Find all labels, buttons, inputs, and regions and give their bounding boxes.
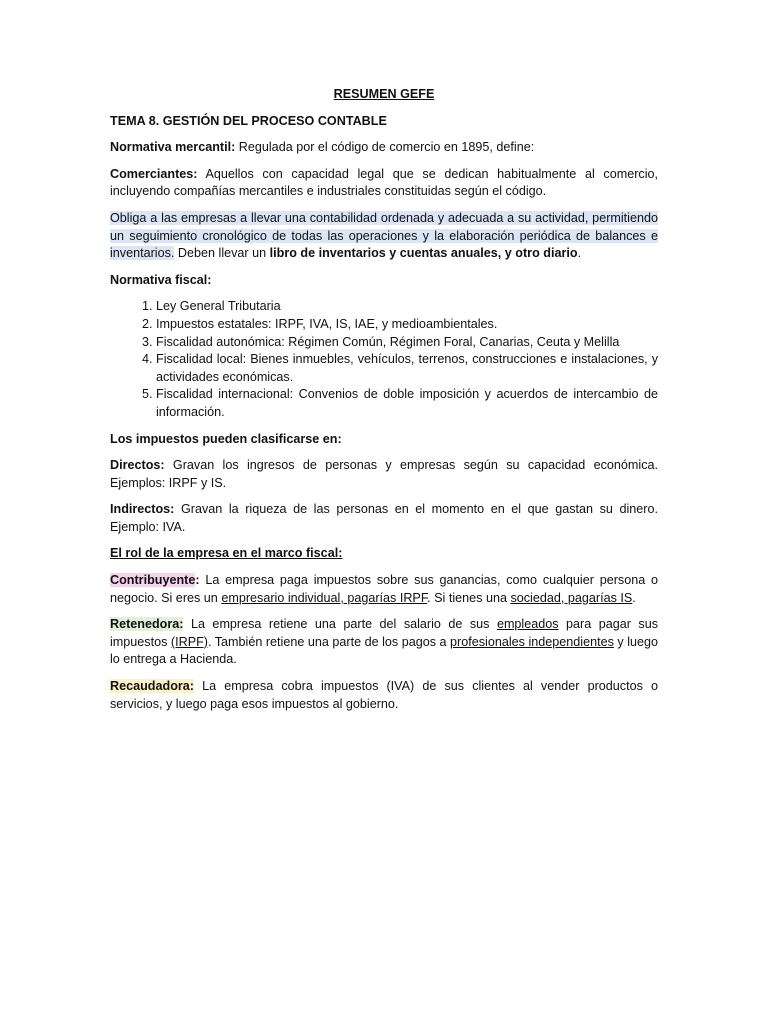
contribuyente-underline-1: empresario individual, pagarías IRPF <box>221 590 428 605</box>
indirectos-label: Indirectos: <box>110 502 175 517</box>
normativa-mercantil-label: Normativa mercantil: <box>110 140 236 155</box>
paragraph-directos <box>110 457 658 492</box>
recaudadora-label: Recaudadora: <box>110 679 194 694</box>
paragraph-contribuyente <box>110 572 658 607</box>
paragraph-normativa-mercantil <box>110 139 658 157</box>
clasificacion-label: Los impuestos pueden clasificarse en: <box>110 431 342 446</box>
paragraph-obligaciones <box>110 210 658 263</box>
list-item: 4. Fiscalidad local: Bienes inmuebles, vehículos, terrenos, construcciones e instalaciones, y actividades económicas. <box>156 351 658 386</box>
list-item: 3. Fiscalidad autonómica: Régimen Común, Régimen Foral, Canarias, Ceuta y Melilla <box>156 334 658 352</box>
obligaciones-bold: libro de inventarios y cuentas anuales, y otro diario <box>269 246 578 261</box>
normativa-mercantil-text: Regulada por el código de comercio en 1895, define: <box>235 140 535 155</box>
normativa-fiscal-heading <box>110 272 658 290</box>
retenedora-underline-3: profesionales independientes <box>450 634 614 649</box>
contribuyente-end: . <box>632 590 636 605</box>
rol-label: El rol de la empresa en el marco fiscal: <box>110 546 343 561</box>
document-title: RESUMEN GEFE <box>333 87 435 101</box>
contribuyente-colon: : <box>195 573 200 588</box>
retenedora-underline-2: (IRPF) <box>170 634 208 649</box>
obligaciones-end: . <box>577 246 582 261</box>
paragraph-retenedora <box>110 616 658 669</box>
directos-label: Directos: <box>110 458 165 473</box>
retenedora-underline-1: empleados <box>496 617 559 632</box>
contribuyente-label: Contribuyente <box>110 573 196 588</box>
paragraph-comerciantes <box>110 166 658 201</box>
retenedora-label: Retenedora: <box>110 617 184 632</box>
recaudadora-text: La empresa cobra impuestos (IVA) de sus clientes al vender productos o servicios, y luego paga esos impuestos al gobierno. <box>110 679 658 711</box>
topic-heading-text: TEMA 8. GESTIÓN DEL PROCESO CONTABLE <box>110 113 387 128</box>
retenedora-text2: para pagar sus impuestos <box>110 617 658 649</box>
retenedora-text3: . También retiene una parte de los pagos a <box>207 634 451 649</box>
list-item: 5. Fiscalidad internacional: Convenios de doble imposición y acuerdos de intercambio de información. <box>156 386 658 421</box>
indirectos-text: Gravan la riqueza de las personas en el momento en el que gastan su dinero. Ejemplo: IVA. <box>110 502 658 534</box>
obligaciones-highlight: Obliga a las empresas a llevar una contabilidad ordenada y adecuada a su actividad, permitiendo un seguimiento cronológico de todas las operaciones y la elaboración periódica de balances e inventarios. <box>110 210 658 261</box>
paragraph-recaudadora <box>110 678 658 713</box>
list-item: 1. Ley General Tributaria <box>156 298 658 316</box>
directos-text: Gravan los ingresos de personas y empresas según su capacidad económica. Ejemplos: IRPF y IS. <box>110 458 658 490</box>
retenedora-text4: y luego lo entrega a Hacienda. <box>110 634 659 667</box>
topic-heading <box>110 113 658 131</box>
contribuyente-text1: La empresa paga impuestos sobre sus ganancias, como cualquier persona o negocio. Si eres un <box>110 573 658 605</box>
document-page <box>110 86 658 722</box>
obligaciones-text: Deben llevar un <box>174 246 270 261</box>
comerciantes-text: Aquellos con capacidad legal que se dedican habitualmente al comercio, incluyendo compañías mercantiles e industriales constituidas según el código. <box>110 166 658 199</box>
retenedora-text1: La empresa retiene una parte del salario de sus <box>183 617 497 632</box>
rol-heading <box>110 545 658 563</box>
normativa-fiscal-list <box>110 298 658 421</box>
paragraph-indirectos <box>110 501 658 536</box>
list-item: 2. Impuestos estatales: IRPF, IVA, IS, IAE, y medioambientales. <box>156 316 658 334</box>
contribuyente-text2: . Si tienes una <box>427 590 511 605</box>
normativa-fiscal-label: Normativa fiscal: <box>110 272 212 287</box>
clasificacion-heading <box>110 431 658 449</box>
contribuyente-underline-2: sociedad, pagarías IS <box>510 590 633 605</box>
comerciantes-label: Comerciantes: <box>110 166 198 181</box>
